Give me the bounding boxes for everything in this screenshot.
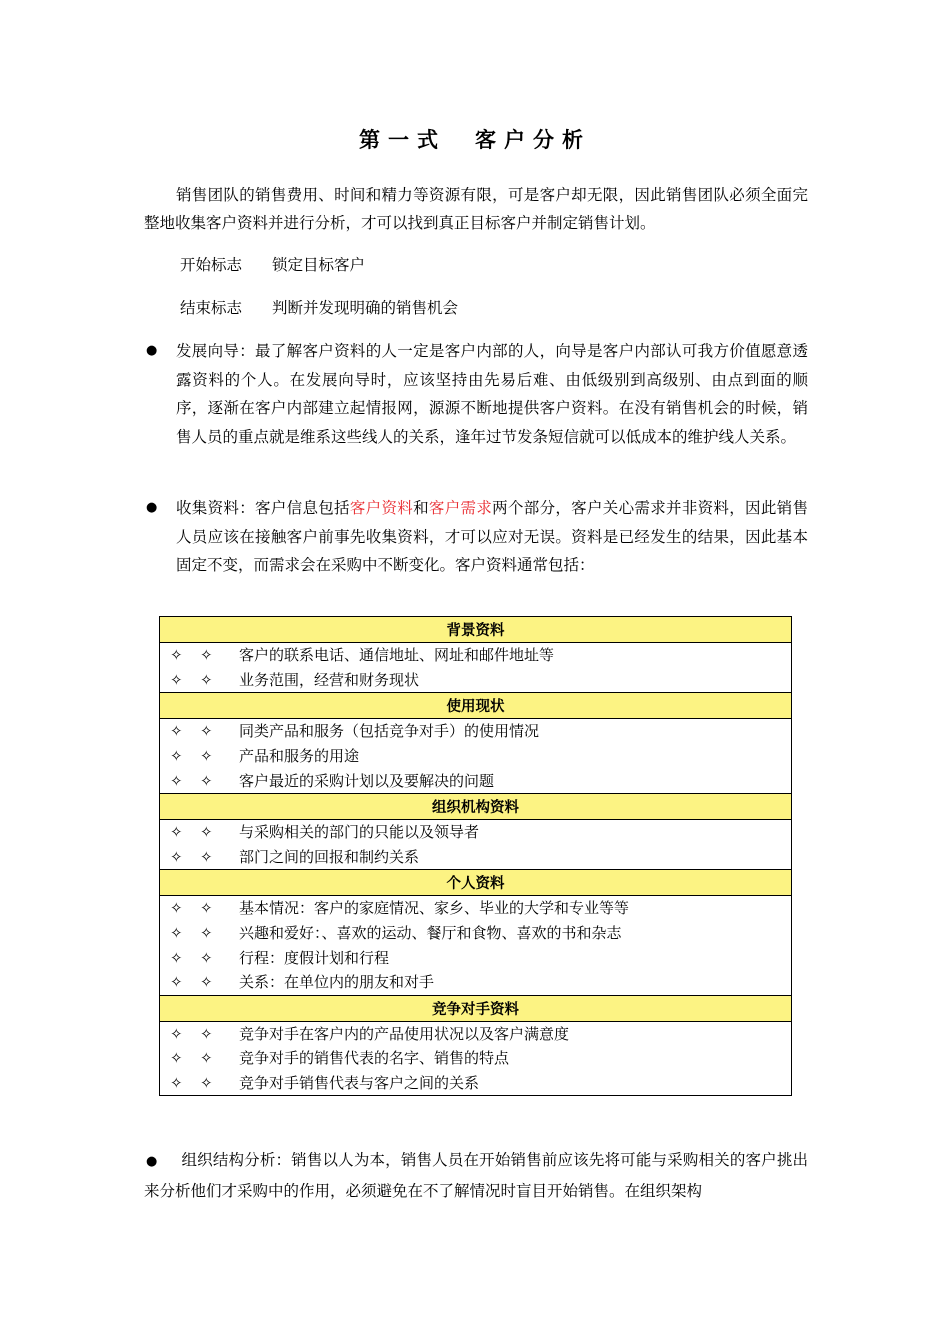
table-section-header <box>160 870 792 896</box>
bullet-text: 组织结构分析：销售以人为本，销售人员在开始销售前应该先将可能与采购相关的客户挑出来分析他们才采购中的作用，必须避免在不了解情况时盲目开始销售。在组织架构 <box>144 1151 808 1200</box>
table-row <box>160 668 792 693</box>
diamond-icon: ✧ <box>200 722 213 741</box>
diamond-icon: ✧ <box>200 948 213 967</box>
table-row <box>160 896 792 921</box>
diamond-icon: ✧ <box>200 1074 213 1093</box>
diamond-icon: ✧ <box>170 722 183 741</box>
diamond-icon: ✧ <box>170 771 183 790</box>
row-text: 客户最近的采购计划以及要解决的问题 <box>239 771 495 790</box>
highlight-customer-needs: 客户需求 <box>428 499 493 517</box>
row-text: 同类产品和服务（包括竞争对手）的使用情况 <box>239 722 540 741</box>
table-row <box>160 970 792 995</box>
diamond-icon: ✧ <box>170 823 183 842</box>
bullet-dot-icon: ● <box>146 343 158 358</box>
bullet2-mid: 和 <box>413 499 429 517</box>
diamond-icon: ✧ <box>170 973 183 992</box>
end-marker <box>180 294 458 322</box>
diamond-icon: ✧ <box>200 1049 213 1068</box>
diamond-icon: ✧ <box>200 646 213 665</box>
bullet2-suffix: 两个部分，客户关心需求并非资料，因此销售人员应该在接触客户前事先收集资料，才可以应对无误。资料是已经发生的结果，因此基本固定不变，而需求会在采购中不断变化。客户资料通常包括： <box>176 499 808 574</box>
row-text: 行程：度假计划和行程 <box>239 948 390 967</box>
bullet2-prefix: 收集资料：客户信息包括 <box>176 499 350 517</box>
diamond-icon: ✧ <box>170 924 183 943</box>
diamond-icon: ✧ <box>170 1024 183 1043</box>
intro-paragraph: 销售团队的销售费用、时间和精力等资源有限，可是客户却无限，因此销售团队必须全面完整地收集客户资料并进行分析，才可以找到真正目标客户并制定销售计划。 <box>144 186 808 232</box>
highlight-customer-info: 客户资料 <box>349 499 414 517</box>
row-text: 客户的联系电话、通信地址、网址和邮件地址等 <box>239 646 555 665</box>
diamond-icon: ✧ <box>200 924 213 943</box>
section-title: 竞争对手资料 <box>160 995 792 1021</box>
start-marker <box>180 251 365 279</box>
row-text: 业务范围，经营和财务现状 <box>239 670 420 689</box>
row-text: 关系：在单位内的朋友和对手 <box>239 973 435 992</box>
bullet-text <box>176 494 808 580</box>
table-row <box>160 819 792 844</box>
section-title: 个人资料 <box>160 870 792 896</box>
diamond-icon: ✧ <box>200 771 213 790</box>
table-section-header <box>160 995 792 1021</box>
row-text: 竞争对手的销售代表的名字、销售的特点 <box>239 1049 510 1068</box>
row-text: 竞争对手销售代表与客户之间的关系 <box>239 1074 480 1093</box>
end-marker-label: 结束标志 <box>180 299 243 317</box>
table-row <box>160 643 792 668</box>
start-marker-label: 开始标志 <box>180 256 243 274</box>
bullet-dot-icon: ● <box>146 500 158 515</box>
diamond-icon: ✧ <box>170 670 183 689</box>
table-section-header <box>160 693 792 719</box>
diamond-icon: ✧ <box>170 1074 183 1093</box>
section-title: 组织机构资料 <box>160 793 792 819</box>
table-row <box>160 1046 792 1071</box>
row-text: 基本情况：客户的家庭情况、家乡、毕业的大学和专业等等 <box>239 899 630 918</box>
diamond-icon: ✧ <box>200 1024 213 1043</box>
end-marker-value: 判断并发现明确的销售机会 <box>272 299 459 317</box>
customer-info-table <box>159 616 792 1096</box>
table-row <box>160 768 792 793</box>
table-row <box>160 945 792 970</box>
table-section-header <box>160 617 792 643</box>
diamond-icon: ✧ <box>200 823 213 842</box>
row-text: 兴趣和爱好：、喜欢的运动、餐厅和食物、喜欢的书和杂志 <box>239 924 622 943</box>
table-row <box>160 744 792 769</box>
diamond-icon: ✧ <box>170 948 183 967</box>
row-text: 产品和服务的用途 <box>239 747 360 766</box>
table-row <box>160 1021 792 1046</box>
section-title: 使用现状 <box>160 693 792 719</box>
start-marker-value: 锁定目标客户 <box>272 256 366 274</box>
table-row <box>160 719 792 744</box>
diamond-icon: ✧ <box>170 847 183 866</box>
bullet-org-structure <box>144 1146 808 1205</box>
section-title: 背景资料 <box>160 617 792 643</box>
row-text: 部门之间的回报和制约关系 <box>239 847 420 866</box>
table-section-header <box>160 793 792 819</box>
diamond-icon: ✧ <box>170 899 183 918</box>
diamond-icon: ✧ <box>200 670 213 689</box>
page-title: 第一式 客户分析 <box>359 127 591 152</box>
table-row <box>160 1071 792 1096</box>
diamond-icon: ✧ <box>200 899 213 918</box>
diamond-icon: ✧ <box>200 973 213 992</box>
diamond-icon: ✧ <box>170 646 183 665</box>
table-row <box>160 921 792 946</box>
diamond-icon: ✧ <box>170 747 183 766</box>
bullet-develop-guide <box>144 337 808 451</box>
bullet-text: 发展向导：最了解客户资料的人一定是客户内部的人，向导是客户内部认可我方价值愿意透露资料的个人。在发展向导时，应该坚持由先易后难、由低级别到高级别、由点到面的顺序，逐渐在客户内部建立起情报网，源源不断地提供客户资料。在没有销售机会的时候，销售人员的重点就是维系这些线人的关系，逢年过节发条短信就可以低成本的维护线人关系。 <box>176 342 808 446</box>
diamond-icon: ✧ <box>200 847 213 866</box>
diamond-icon: ✧ <box>200 747 213 766</box>
row-text: 与采购相关的部门的只能以及领导者 <box>239 823 480 842</box>
diamond-icon: ✧ <box>170 1049 183 1068</box>
row-text: 竞争对手在客户内的产品使用状况以及客户满意度 <box>239 1024 570 1043</box>
bullet-collect-info <box>144 494 808 580</box>
bullet-dot-icon: ● <box>146 1154 158 1169</box>
table-row <box>160 845 792 870</box>
